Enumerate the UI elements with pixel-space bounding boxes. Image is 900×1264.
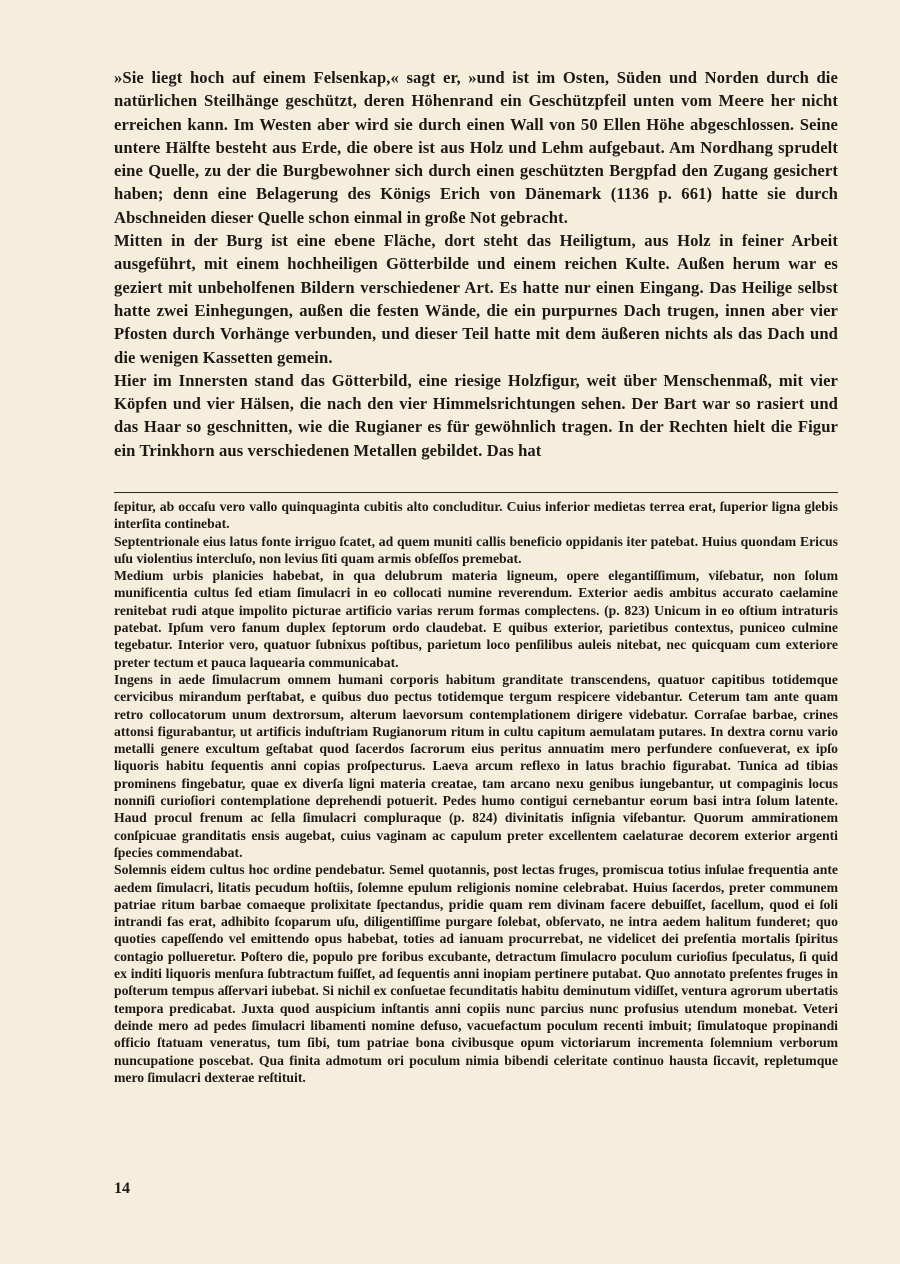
latin-text-block (114, 498, 838, 1086)
footnote-divider (114, 492, 838, 493)
german-paragraph: »Sie liegt hoch auf einem Felsenkap,« sagt er, »und ist im Osten, Süden und Norden durch die natürlichen Steilhänge geschützt, deren Höhenrand ein Geschützpfeil unten vom Meere her nicht erreichen kann. Im Westen aber wird sie durch einen Wall von 50 Ellen Höhe abgeschlossen. Seine untere Hälfte besteht aus Erde, die obere ist aus Holz und Lehm aufgebaut. Am Nordhang sprudelt eine Quelle, zu der die Burgbewohner sich durch einen geschützten Bergpfad den Zugang gesichert haben; denn eine Belagerung des Königs Erich von Dänemark (1136 p. 661) hatte sie durch Abschneiden dieser Quelle schon einmal in große Not gebracht. (114, 68, 838, 227)
german-text-block (114, 66, 838, 462)
latin-paragraph: Septentrionale eius latus fonte irriguo ſcatet, ad quem muniti callis beneficio oppidanis iter patebat. Huius quondam Ericus uſu violentius intercluſo, non levius ſiti quam armis obſeſſos premebat. (114, 533, 838, 566)
latin-paragraph: Ingens in aede ſimulacrum omnem humani corporis habitum granditate transcendens, quatuor capitibus totidemque cervicibus mirandum perſtabat, e quibus duo pectus totidemque tergum respicere videbantur. Ceterum tam ante quam retro collocatorum unum dextrorsum, alterum laevorsum contemplationem dirigere videbatur. Corraſae barbae, crines attonsi figurabantur, ut artificis induſtriam Rugianorum ritum in cultu capitum aemulatam putares. In dextra cornu vario metalli genere excultum geſtabat quod ſacerdos ſacrorum eius peritus annuatim mero perfundere conſueverat, ex ipſo liquoris habitu ſequentis anni copias proſpecturus. Laeva arcum reflexo in latus brachio figurabat. Tunica ad tibias prominens fingebatur, quae ex diverſa ligni materia creatae, tam arcano nexu genibus iungebantur, ut compaginis locus nonniſi curioſiori contemplatione deprehendi potuerit. Pedes humo contigui cernebantur eorum basi intra ſolum latente. Haud procul frenum ac ſella ſimulacri compluraque (p. 824) divinitatis inſignia viſebantur. Quorum ammirationem conſpicuae granditatis ensis augebat, cuius vaginam ac capulum preter excellentem caelaturae decorem exterior argenti ſpecies commendabat. (114, 671, 838, 860)
latin-paragraph: Medium urbis planicies habebat, in qua delubrum materia ligneum, opere elegantiſſimum, viſebatur, non ſolum munificentia cultus ſed etiam ſimulacri in eo collocati numine reverendum. Exterior aedis ambitus accurato caelamine renitebat rudi atque impolito picturae artificio varias rerum formas complectens. (p. 823) Unicum in eo oſtium intraturis patebat. Ipſum vero fanum duplex ſeptorum ordo claudebat. E quibus exterior, parietibus contextus, puniceo culmine tegebatur. Interior vero, quatuor ſubnixus poſtibus, parietum loco penſilibus auleis nitebat, nec quicquam cum exteriore preter tectum et pauca laquearia communicabat. (114, 568, 838, 670)
german-paragraph: Mitten in der Burg ist eine ebene Fläche, dort steht das Heiligtum, aus Holz in feiner Arbeit ausgeführt, mit einem hochheiligen Götterbilde und einem reichen Kulte. Außen herum war es geziert mit unbeholfenen Bildern verschiedener Art. Es hatte nur einen Eingang. Das Heilige selbst hatte zwei Einhegungen, außen die festen Wände, die ein purpurnes Dach trugen, innen aber vier Pfosten durch Vorhänge verbunden, und dieser Teil hatte mit dem äußeren nichts als das Dach und die wenigen Kassetten gemein. (114, 231, 838, 367)
german-paragraph: Hier im Innersten stand das Götterbild, eine riesige Holzfigur, weit über Menschenmaß, mit vier Köpfen und vier Hälsen, die nach den vier Himmelsrichtungen sehen. Der Bart war so rasiert und das Haar so geschnitten, wie die Rugianer es für gewöhnlich tragen. In der Rechten hielt die Figur ein Trinkhorn aus verschiedenen Metallen gebildet. Das hat (114, 370, 838, 460)
latin-paragraph: Solemnis eidem cultus hoc ordine pendebatur. Semel quotannis, post lectas fruges, promiscua totius inſulae frequentia ante aedem ſimulacri, litatis pecudum hoſtiis, ſolemne epulum religionis nomine celebrabat. Huius ſacerdos, preter communem patriae ritum barbae comaeque prolixitate ſpectandus, pridie quam rem divinam facere debuiſſet, ſacellum, quod ei ſoli intrandi fas erat, adhibito ſcoparum uſu, diligentiſſime purgare ſolebat, obſervato, ne intra aedem halitum funderet; quo quoties capeſſendo vel emittendo opus habebat, toties ad ianuam procurrebat, ne videlicet dei preſentia mortalis ſpiritus contagio pollueretur. Poſtero die, populo pre foribus excubante, detractum ſimulacro poculum curioſius ſpeculatus, ſi quid ex inditi liquoris menſura ſubtractum fuiſſet, ad ſequentis anni inopiam pertinere putabat. Quo annotato preſentes fruges in poſterum tempus aſſervari iubebat. Si nichil ex conſuetae fecunditatis habitu deminutum vidiſſet, ventura agrorum ubertatis tempora predicabat. Juxta quod auspicium inſtantis anni copiis nunc parcius nunc profusius utendum monebat. Veteri deinde mero ad pedes ſimulacri libamenti nomine defuso, vacuefactum poculum recenti imbuit; ſimulatoque propinandi officio ſtatuam veneratus, tum ſibi, tum patriae bona civibusque opum victoriarum incrementa ſolemnium verborum nuncupatione poscebat. Qua finita admotum ori poculum nimia bibendi celeritate continuo hausta ſiccavit, repletumque mero ſimulacri dexterae reſtituit. (114, 862, 838, 1085)
page-number: 14 (114, 1180, 130, 1197)
latin-paragraph: ſepitur, ab occaſu vero vallo quinquaginta cubitis alto concluditur. Cuius inferior medietas terrea erat, ſuperior ligna glebis interſita continebat. (114, 499, 838, 532)
